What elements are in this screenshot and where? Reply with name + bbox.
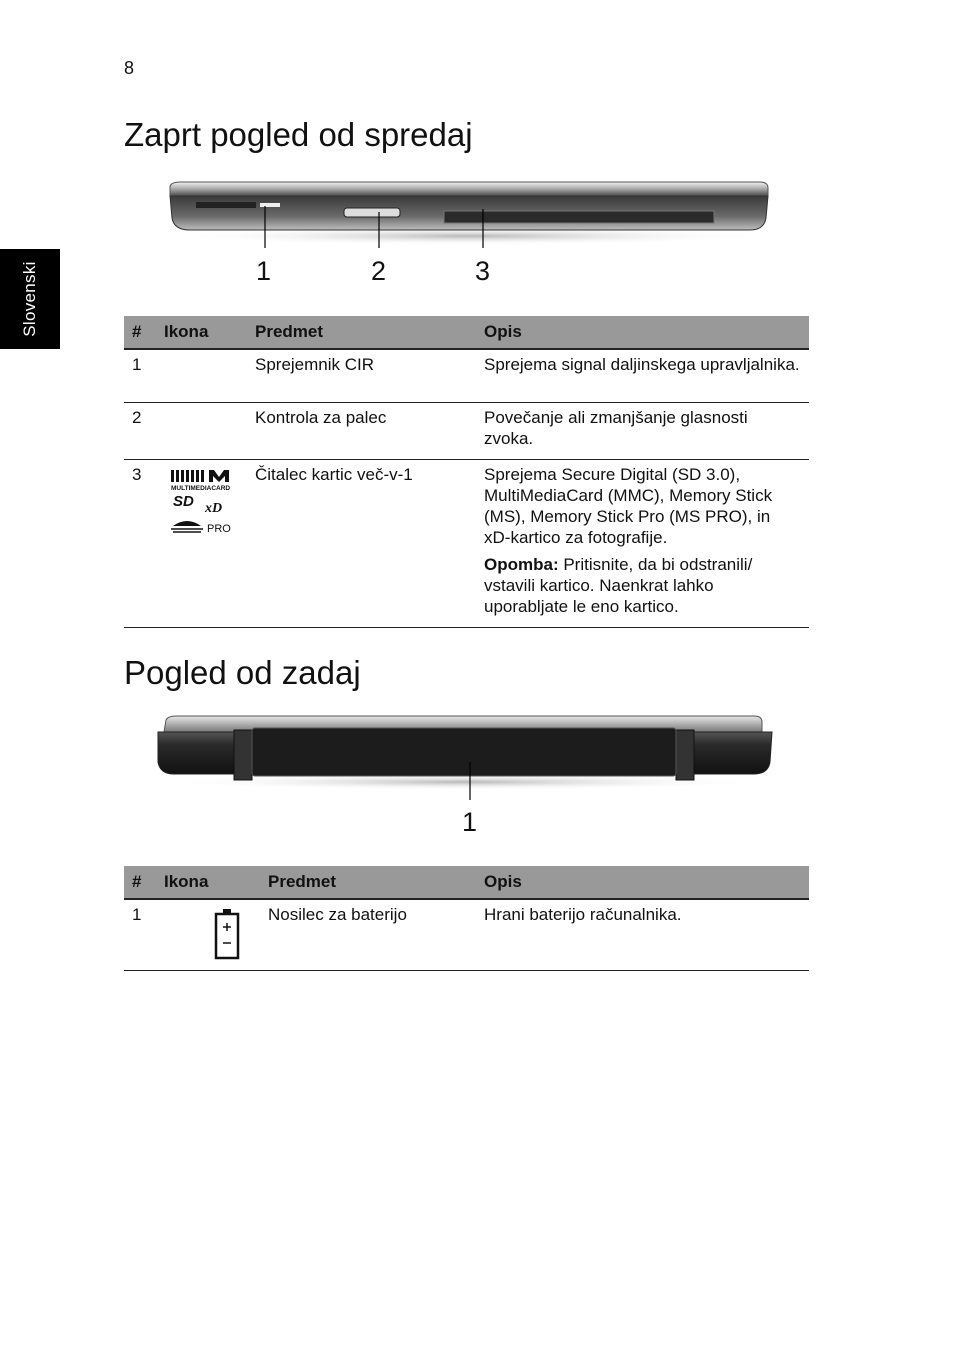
table-header-row: [124, 316, 809, 349]
col-number: #: [124, 316, 156, 349]
rear-laptop-illustration: [150, 712, 780, 802]
svg-text:SD: SD: [173, 492, 194, 510]
col-description: Opis: [476, 316, 809, 349]
card-reader-icon: [167, 466, 239, 536]
row-description: Sprejema Secure Digital (SD 3.0), MultiMediaCard (MMC), Memory Stick (MS), Memory Stick Pro (MS PRO), in xD-kartico za fotografije.: [484, 464, 773, 547]
front-callout-3: 3: [475, 256, 491, 286]
language-side-tab: [0, 249, 60, 349]
row-description-cell: [476, 459, 809, 627]
row-icon-cell: [156, 459, 247, 627]
col-number: #: [124, 866, 156, 899]
table-row: [124, 899, 809, 971]
row-item: Kontrola za palec: [247, 402, 476, 459]
row-icon-cell: [156, 899, 260, 971]
row-note: [484, 554, 801, 617]
row-number: 3: [124, 459, 156, 627]
front-callout-2: 2: [371, 256, 387, 286]
note-text: Pritisnite, da bi odstranili/ vstavili kartico. Naenkrat lahko uporabljate le eno kartico.: [484, 554, 753, 616]
row-number: 2: [124, 402, 156, 459]
row-description: Sprejema signal daljinskega upravljalnika.: [476, 349, 809, 402]
row-number: 1: [124, 899, 156, 971]
col-description: Opis: [476, 866, 809, 899]
table-row: [124, 402, 809, 459]
language-label: Slovenski: [20, 261, 39, 337]
row-description: Hrani baterijo računalnika.: [476, 899, 809, 971]
row-icon-cell: [156, 402, 247, 459]
front-view-title: Zaprt pogled od spredaj: [124, 116, 473, 153]
svg-text:MULTIMEDIACARD: MULTIMEDIACARD: [171, 484, 231, 492]
note-label: Opomba:: [484, 554, 559, 574]
rear-callout-1: 1: [462, 807, 478, 837]
page-number: 8: [124, 58, 135, 78]
col-item: Predmet: [247, 316, 476, 349]
row-item: Čitalec kartic več-v-1: [247, 459, 476, 627]
row-number: 1: [124, 349, 156, 402]
col-item: Predmet: [260, 866, 476, 899]
col-icon: Ikona: [156, 316, 247, 349]
row-item: Sprejemnik CIR: [247, 349, 476, 402]
front-callout-1: 1: [256, 256, 272, 286]
row-item: Nosilec za baterijo: [260, 899, 476, 971]
row-description: Povečanje ali zmanjšanje glasnosti zvoka.: [476, 402, 809, 459]
row-icon-cell: [156, 349, 247, 402]
battery-icon: [212, 908, 252, 960]
table-row: [124, 459, 809, 627]
rear-view-title: Pogled od zadaj: [124, 654, 361, 691]
rear-view-table: [124, 866, 809, 971]
table-header-row: [124, 866, 809, 899]
front-laptop-illustration: [160, 178, 780, 258]
svg-text:xD: xD: [205, 500, 223, 516]
table-row: [124, 349, 809, 402]
col-icon: Ikona: [156, 866, 260, 899]
svg-text:PRO: PRO: [207, 522, 231, 535]
front-view-table: [124, 316, 809, 628]
